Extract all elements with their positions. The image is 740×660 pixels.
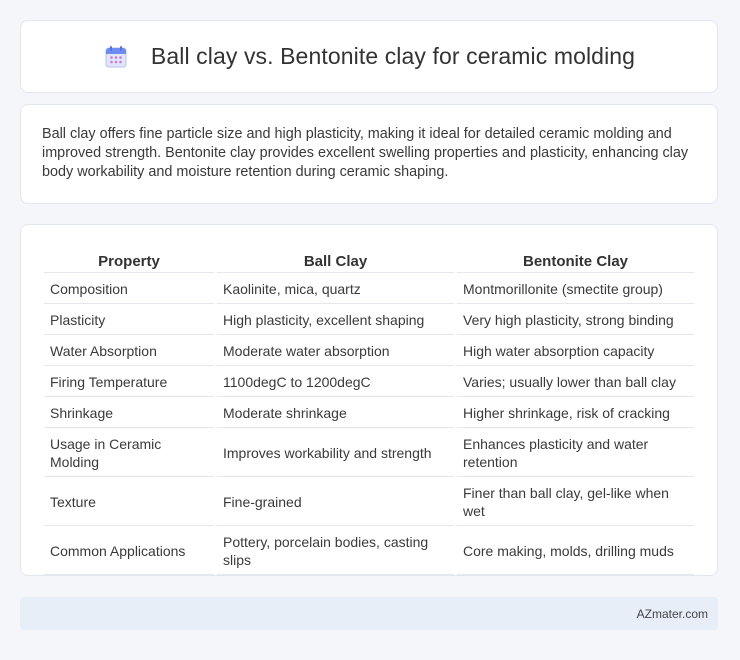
header-property: Property [44,247,214,273]
title-card [20,20,718,93]
table-row [44,430,694,477]
header-bentonite-clay: Bentonite Clay [457,247,694,273]
page-title: Ball clay vs. Bentonite clay for ceramic molding [150,43,636,69]
table-row [44,275,694,304]
intro-card [20,104,718,204]
calendar-icon [103,44,129,70]
cell-property: Shrinkage [44,399,214,428]
table-row [44,368,694,397]
cell-ball-clay: Improves workability and strength [217,430,454,477]
footer-bar [20,597,718,630]
comparison-table [41,245,697,577]
table-row [44,528,694,575]
cell-ball-clay: Kaolinite, mica, quartz [217,275,454,304]
cell-property: Plasticity [44,306,214,335]
table-row [44,337,694,366]
cell-bentonite-clay: Finer than ball clay, gel-like when wet [457,479,694,526]
cell-bentonite-clay: Higher shrinkage, risk of cracking [457,399,694,428]
table-row [44,399,694,428]
cell-property: Texture [44,479,214,526]
table-header-row [44,247,694,273]
cell-property: Composition [44,275,214,304]
table-row [44,479,694,526]
cell-ball-clay: Fine-grained [217,479,454,526]
cell-bentonite-clay: Enhances plasticity and water retention [457,430,694,477]
cell-ball-clay: Pottery, porcelain bodies, casting slips [217,528,454,575]
table-row [44,306,694,335]
cell-ball-clay: High plasticity, excellent shaping [217,306,454,335]
cell-bentonite-clay: Core making, molds, drilling muds [457,528,694,575]
cell-bentonite-clay: Very high plasticity, strong binding [457,306,694,335]
intro-text: Ball clay offers fine particle size and high plasticity, making it ideal for detailed ceramic molding and improved strength. Bentonite clay provides excellent swelling properties and plasticity, enhancing clay body workability and moisture retention during ceramic shaping. [42,126,689,180]
cell-property: Usage in Ceramic Molding [44,430,214,477]
cell-ball-clay: 1100degC to 1200degC [217,368,454,397]
cell-ball-clay: Moderate shrinkage [217,399,454,428]
cell-property: Firing Temperature [44,368,214,397]
comparison-card [20,224,718,576]
cell-bentonite-clay: Varies; usually lower than ball clay [457,368,694,397]
cell-property: Water Absorption [44,337,214,366]
footer-brand: AZmater.com [636,606,708,621]
cell-ball-clay: Moderate water absorption [217,337,454,366]
cell-property: Common Applications [44,528,214,575]
header-ball-clay: Ball Clay [217,247,454,273]
cell-bentonite-clay: Montmorillonite (smectite group) [457,275,694,304]
cell-bentonite-clay: High water absorption capacity [457,337,694,366]
